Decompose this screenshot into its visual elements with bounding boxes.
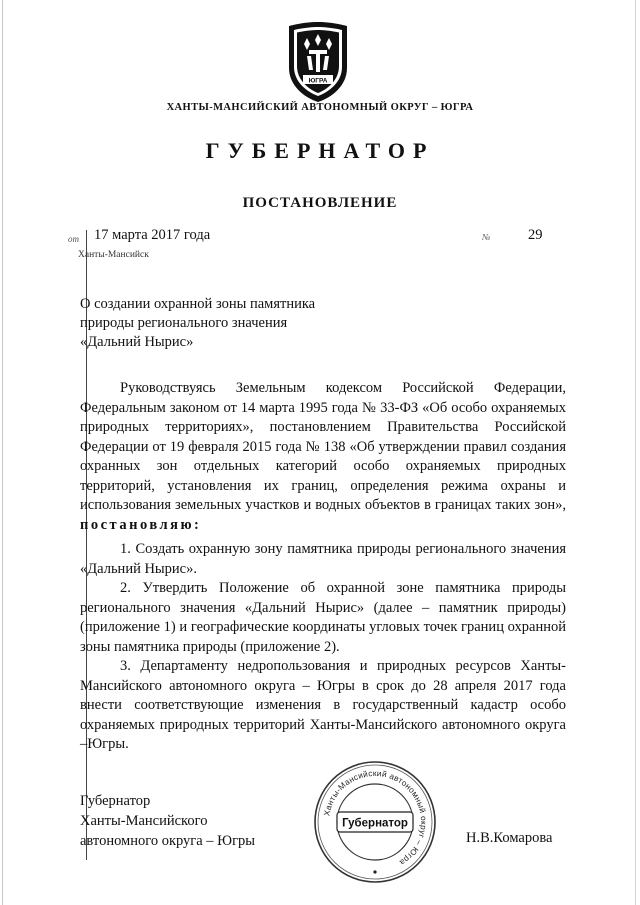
preamble-paragraph [80,379,566,535]
resolution-item: 1. Создать охранную зону памятника природы регионального значения «Дальний Нырис». [80,541,566,577]
scan-edge-left [2,0,3,905]
subject-line: «Дальний Нырис» [80,334,194,350]
scan-edge-right [635,0,636,905]
coat-of-arms-emblem [283,20,353,104]
number-sign: № [482,232,491,242]
signatory-title-line: Губернатор [80,793,151,809]
preamble-text: Руководствуясь Земельным кодексом Российской Федерации, Федеральным законом от 14 марта 1995 года № 33-ФЗ «Об особо охраняемых природных территориях», постановлением Правительства Российской Федерации от 19 февраля 2015 года № 138 «Об утверждении правил создания охранных зон отдельных категорий особо охраняемых природных территорий, установления их границ, определения режима охраны и использования земельных участков и водных объектов в границах таких зон», [80,380,566,513]
date-prefix: от [68,234,79,244]
seal-center-text: Губернатор [342,817,408,830]
document-number: 29 [528,227,543,243]
document-city: Ханты-Мансийск [78,250,149,260]
subject-line: О создании охранной зоны памятника [80,296,316,312]
emblem-caption: ЮГРА [308,77,328,85]
region-heading: ХАНТЫ-МАНСИЙСКИЙ АВТОНОМНЫЙ ОКРУГ – ЮГРА [166,102,474,113]
official-seal-stamp [311,758,439,886]
resolution-item: 3. Департаменту недропользования и природных ресурсов Ханты-Мансийского автономного округа – Югры в срок до 28 апреля 2017 года внести соответствующие изменения в государственный кадастр особо охраняемых природных территорий Ханты-Мансийского автономного округа –Югры. [80,658,566,752]
document-subject [80,295,315,352]
signatory-name: Н.В.Комарова [466,830,553,846]
signatory-title [80,791,255,851]
document-type-heading: ПОСТАНОВЛЕНИЕ [242,195,398,211]
subject-line: природы регионального значения [80,315,288,331]
authority-heading: ГУБЕРНАТОР [205,138,435,163]
seal-ring-text: Ханты-Мансийский автономный округ – Югра [322,768,429,868]
decree-word: постановляю: [80,516,202,533]
signatory-title-line: автономного округа – Югры [80,833,256,849]
resolution-item: 2. Утвердить Положение об охранной зоне памятника природы регионального значения «Дальний Нырис» (далее – памятник природы) (приложение 1) и географические координаты угловых точек границ охранной зоны памятника природы (приложение 2). [80,580,566,655]
document-date: 17 марта 2017 года [94,227,211,243]
signatory-title-line: Ханты-Мансийского [80,813,208,829]
resolution-items [80,540,566,755]
